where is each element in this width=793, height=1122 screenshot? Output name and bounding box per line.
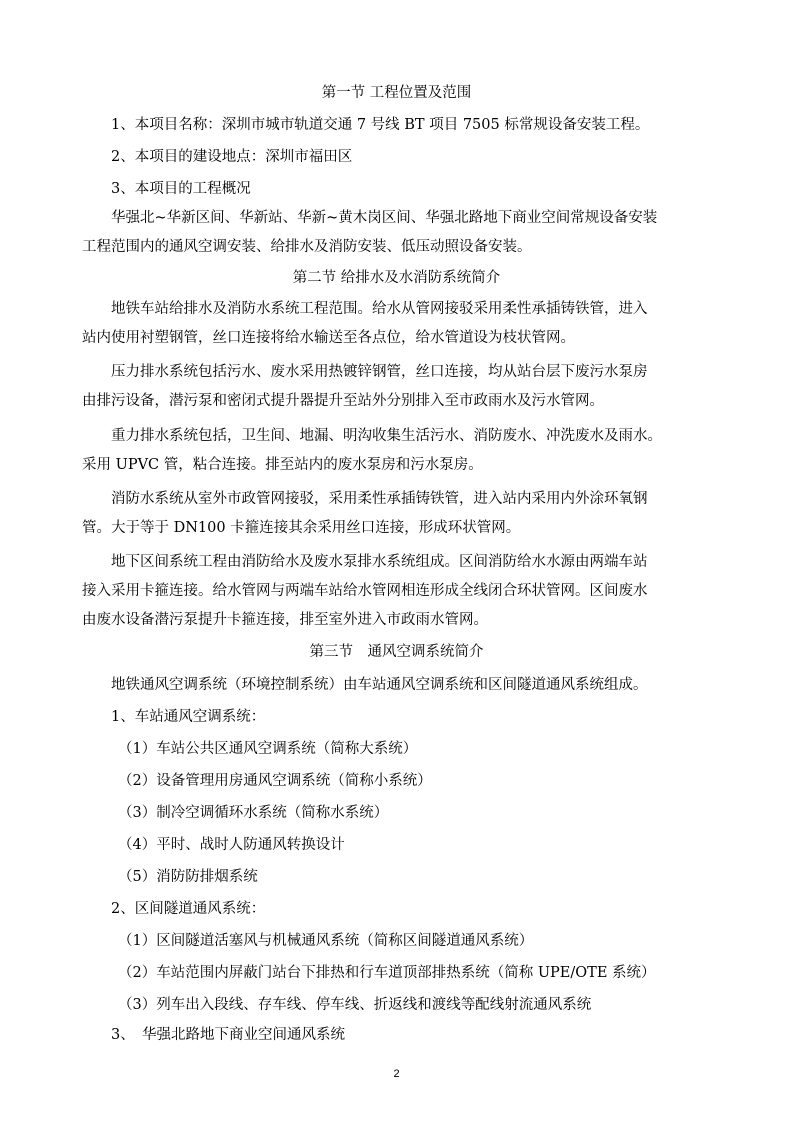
list-item: （5）消防防排烟系统 bbox=[118, 869, 258, 885]
list-item: （3）制冷空调循环水系统（简称水系统） bbox=[118, 805, 389, 821]
paragraph: 由废水设备潜污泵提升卡箍连接，排至室外进入市政雨水管网。 bbox=[82, 612, 488, 628]
paragraph: 3、 华强北路地下商业空间通风系统 bbox=[111, 1027, 345, 1043]
paragraph: 由排污设备，潜污泵和密闭式提升器提升至站外分别排入至市政雨水及污水管网。 bbox=[82, 393, 604, 409]
list-item: （2）设备管理用房通风空调系统（简称小系统） bbox=[118, 773, 432, 789]
paragraph: 地下区间系统工程由消防给水及废水泵排水系统组成。区间消防给水水源由两端车站 bbox=[111, 554, 648, 570]
paragraph: 2、本项目的建设地点：深圳市福田区 bbox=[111, 149, 353, 165]
list-item: （1）区间隧道活塞风与机械通风系统（简称区间隧道通风系统） bbox=[118, 933, 534, 949]
section-1-heading: 第一节 工程位置及范围 bbox=[321, 85, 472, 101]
section-3-heading: 第三节 通风空调系统简介 bbox=[309, 644, 484, 660]
paragraph: 压力排水系统包括污水、废水采用热镀锌钢管，丝口连接，均从站台层下废污水泵房 bbox=[111, 364, 648, 380]
list-item: （3）列车出入段线、存车线、停车线、折返线和渡线等配线射流通风系统 bbox=[118, 997, 592, 1013]
list-item: （4）平时、战时人防通风转换设计 bbox=[118, 837, 345, 853]
paragraph: 地铁车站给排水及消防水系统工程范围。给水从管网接驳采用柔性承插铸铁管，进入 bbox=[111, 301, 648, 317]
paragraph: 重力排水系统包括，卫生间、地漏、明沟收集生活污水、消防废水、冲洗废水及雨水。 bbox=[111, 428, 662, 444]
paragraph: 1、本项目名称：深圳市城市轨道交通 7 号线 BT 项目 7505 标常规设备安装工程。 bbox=[111, 117, 650, 133]
paragraph: 采用 UPVC 管，粘合连接。排至站内的废水泵房和污水泵房。 bbox=[82, 457, 483, 473]
section-2-heading: 第二节 给排水及水消防系统简介 bbox=[292, 270, 501, 286]
list-item: （1）车站公共区通风空调系统（简称大系统） bbox=[118, 741, 418, 757]
list-item: （2）车站范围内屏蔽门站台下排热和行车道顶部排热系统（简称 UPE/OTE 系统） bbox=[118, 965, 656, 981]
paragraph: 3、本项目的工程概况 bbox=[111, 181, 251, 197]
paragraph: 站内使用衬塑钢管，丝口连接将给水输送至各点位，给水管道设为枝状管网。 bbox=[82, 330, 575, 346]
page-number: 2 bbox=[393, 1068, 400, 1080]
paragraph: 接入采用卡箍连接。给水管网与两端车站给水管网相连形成全线闭合环状管网。区间废水 bbox=[82, 583, 648, 599]
paragraph: 华强北~华新区间、华新站、华新~黄木岗区间、华强北路地下商业空间常规设备安装 bbox=[111, 210, 658, 226]
paragraph: 2、区间隧道通风系统： bbox=[111, 901, 266, 917]
paragraph: 管。大于等于 DN100 卡箍连接其余采用丝口连接，形成环状管网。 bbox=[82, 520, 521, 536]
paragraph: 1、车站通风空调系统： bbox=[111, 709, 266, 725]
paragraph: 地铁通风空调系统（环境控制系统）由车站通风空调系统和区间隧道通风系统组成。 bbox=[111, 677, 648, 693]
paragraph: 工程范围内的通风空调安装、给排水及消防安装、低压动照设备安装。 bbox=[82, 239, 532, 255]
paragraph: 消防水系统从室外市政管网接驳，采用柔性承插铸铁管，进入站内采用内外涂环氧钢 bbox=[111, 491, 648, 507]
